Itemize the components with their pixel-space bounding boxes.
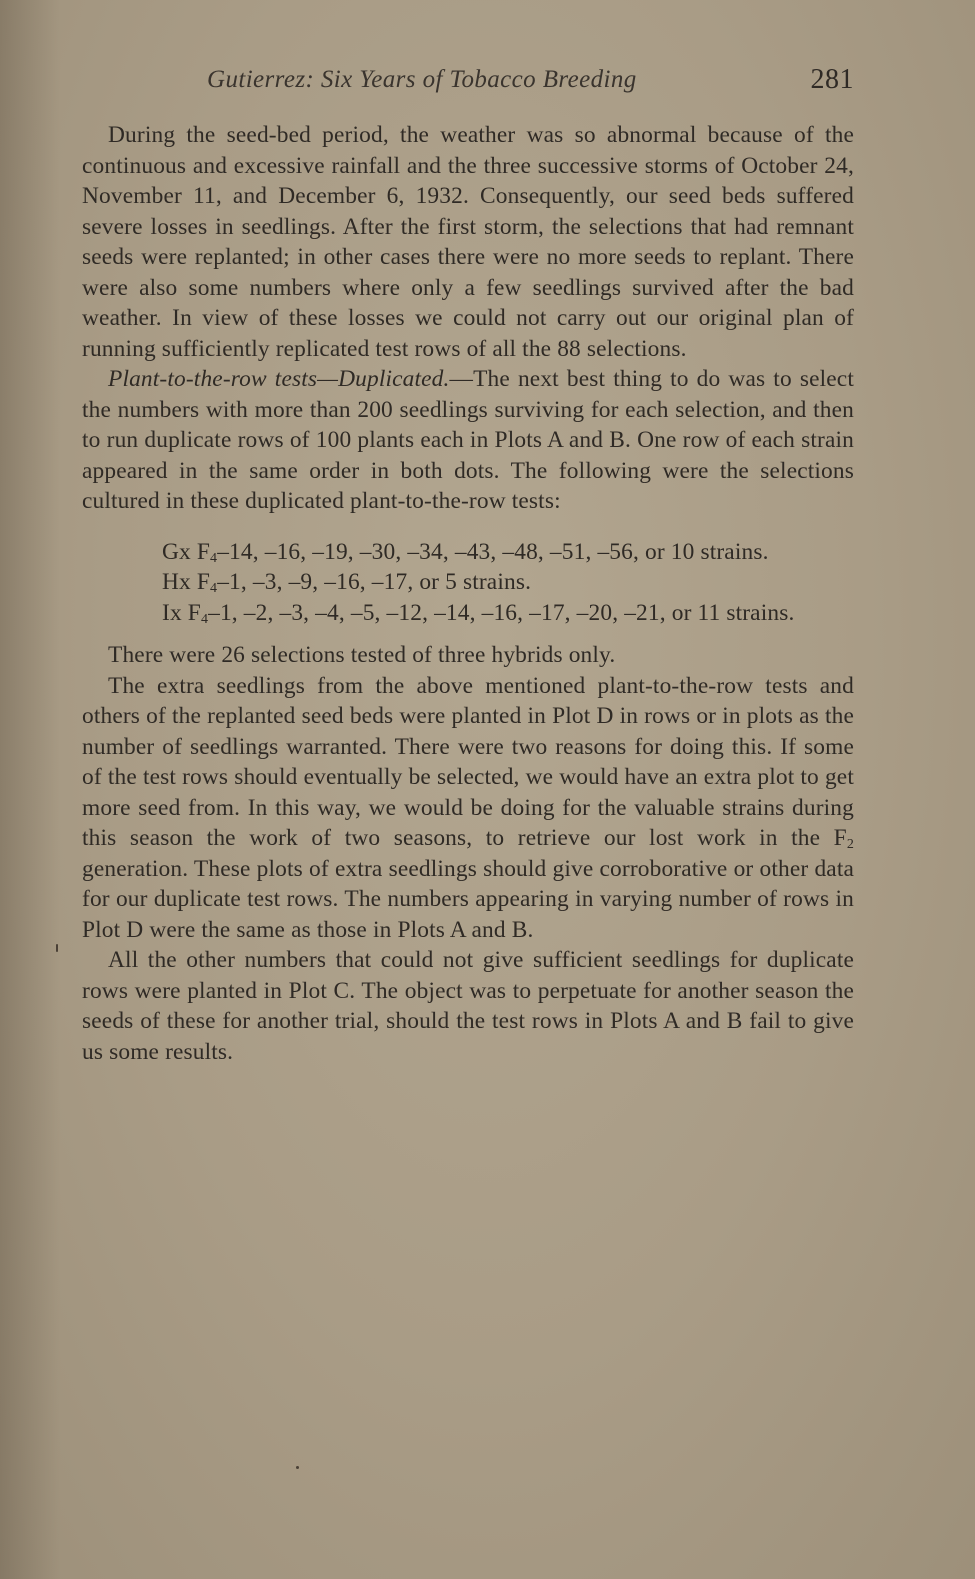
running-title: Gutierrez: Six Years of Tobacco Breeding [207,66,637,93]
body-text [82,120,854,1067]
paper-speck [296,1466,299,1469]
page-header [82,64,854,104]
paragraph-plant-to-the-row [82,364,854,517]
paragraph-extra-seedlings: The extra seedlings from the above mentioned plant-to-the-row tests and others of the replanted seed beds were planted in Plot D in rows or in plots as the number of seedlings warranted. There were two reasons for doing this. If some of the test rows should eventually be selected, we would have an extra plot to get more seed from. In this way, we would be doing for the valuable strains during this season the work of two seasons, to retrieve our lost work in the $F_2$ generation. These plots of extra seedlings should give corroborative or other data for our duplicate test rows. The numbers appearing in varying number of rows in Plot D were the same as those in Plots A and B. [82,672,854,943]
strain-list-item-gx: Gx $F_4-14$, –16, –19, –30, –34, –43, –48, –51, –56, or 10 strains. [162,538,769,566]
paragraph-plant-to-the-row-body: —The next best thing to do was to select the numbers with more than 200 seedlings surviving for each selection, and then to run duplicate rows of 100 plants each in Plots A and B. One row of each strain appeared in the same order in both dots. The following were the selections cultured in these duplicated plant-to-the-row tests: [82,366,854,514]
paragraph-seed-bed-period: During the seed-bed period, the weather was so abnormal because of the continuous and excessive rainfall and the three successive storms of October 24, November 11, and December 6, 1932. Consequently, our seed beds suffered severe losses in seedlings. After the first storm, the selections that had remnant seeds were replanted; in other cases there were no more seeds to replant. There were also some numbers where only a few seedlings survived after the bad weather. In view of these losses we could not carry out our original plan of running sufficiently replicated test rows of all the 88 selections. [82,122,854,362]
page-number: 281 [810,64,854,95]
binding-shadow [0,0,60,1579]
strain-list-item-ix: Ix $F_4-1$, –2, –3, –4, –5, –12, –14, –16, –17, –20, –21, or 11 strains. [162,599,795,627]
paper-mark [56,944,58,952]
paragraph-selection-count: There were 26 selections tested of three hybrids only. [108,642,616,668]
paragraph-plot-c: All the other numbers that could not give sufficient seedlings for duplicate rows were planted in Plot C. The object was to perpetuate for another season the seeds of these for another trial, should the test rows in Plots A and B fail to give us some results. [82,947,854,1065]
section-heading: Plant-to-the-row tests—Duplicated. [108,366,450,392]
strain-list-item-hx: Hx $F_4-1$, –3, –9, –16, –17, or 5 strains. [162,569,532,596]
strain-list [162,537,854,629]
